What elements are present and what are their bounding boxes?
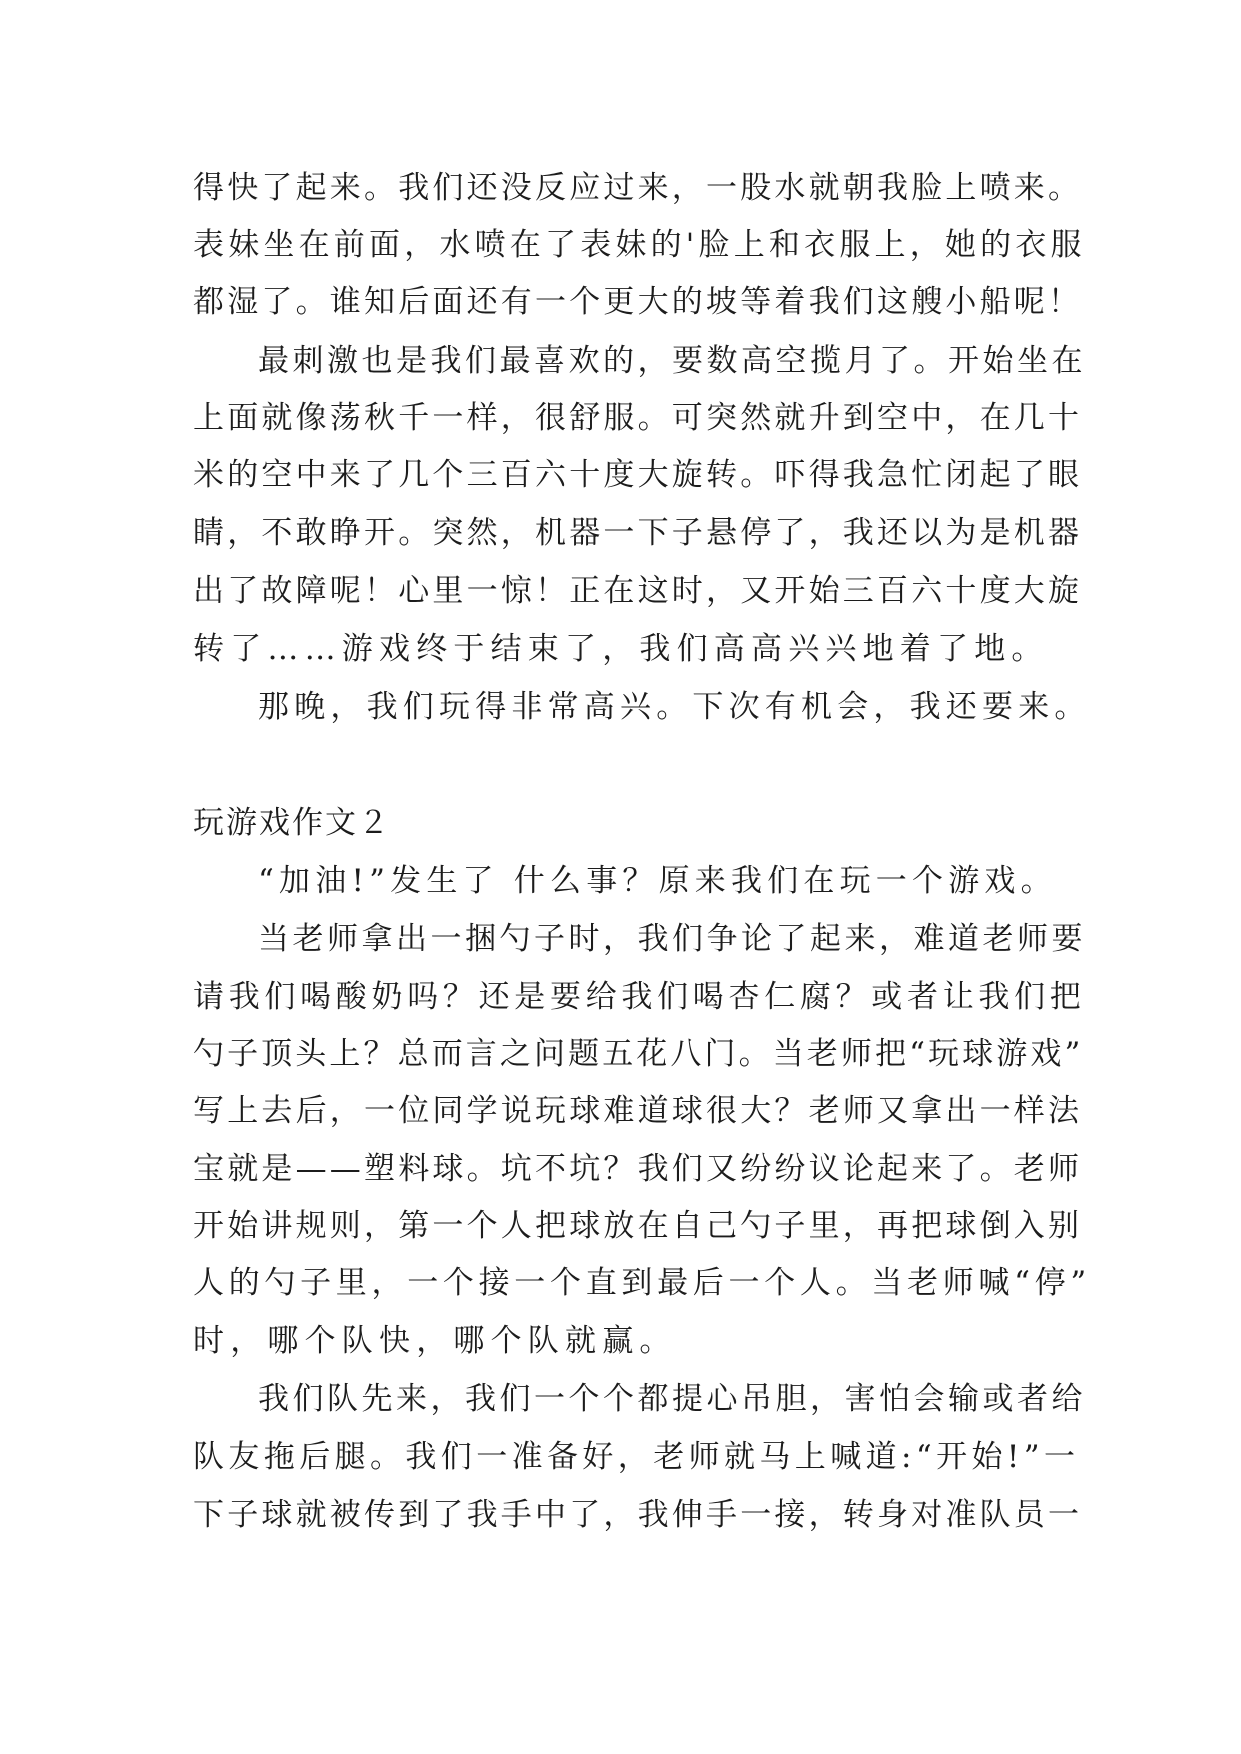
essay1-line: 上面就像荡秋千一样，很舒服。可突然就升到空中，在几十: [193, 400, 1083, 436]
essay2-line: 队友拖后腿。我们一准备好，老师就马上喊道:“开始!”一: [193, 1439, 1080, 1475]
essay1-line: 睛，不敢睁开。突然，机器一下子悬停了，我还以为是机器: [193, 515, 1083, 551]
essay1-line: 米的空中来了几个三百六十度大旋转。吓得我急忙闭起了眼: [193, 457, 1083, 493]
essay1-line: 转了……游戏终于结束了，我们高高兴兴地着了地。: [193, 631, 1049, 667]
essay2-line: 请我们喝酸奶吗？还是要给我们喝杏仁腐？或者让我们把: [193, 979, 1086, 1015]
essay1-line: 出了故障呢！心里一惊！正在这时，又开始三百六十度大旋: [193, 573, 1083, 609]
essay2-line: 人的勺子里，一个接一个直到最后一个人。当老师喊“停”: [193, 1265, 1091, 1301]
essay2-line: “加油!”发生了 什么事？原来我们在玩一个游戏。: [258, 863, 1057, 899]
essay2-line: 我们队先来，我们一个个都提心吊胆，害怕会输或者给: [258, 1381, 1086, 1417]
essay1-line: 表妹坐在前面，水喷在了表妹的'脸上和衣服上，她的衣服: [193, 227, 1086, 263]
essay1-line: 最刺激也是我们最喜欢的，要数高空揽月了。开始坐在: [258, 343, 1086, 379]
essay1-line: 得快了起来。我们还没反应过来，一股水就朝我脸上喷来。: [193, 170, 1083, 206]
essay1-line: 都湿了。谁知后面还有一个更大的坡等着我们这艘小船呢！: [193, 284, 1083, 320]
essay2-line: 开始讲规则，第一个人把球放在自己勺子里，再把球倒入别: [193, 1208, 1083, 1244]
essay2-title: 玩游戏作文２: [193, 805, 391, 841]
essay2-line: 勺子顶头上？总而言之问题五花八门。当老师把“玩球游戏”: [193, 1036, 1084, 1072]
essay1-line: 那晚，我们玩得非常高兴。下次有机会，我还要来。: [258, 689, 1091, 725]
essay2-line: 写上去后，一位同学说玩球难道球很大？老师又拿出一样法: [193, 1093, 1083, 1129]
essay2-line: 时，哪个队快，哪个队就赢。: [193, 1323, 677, 1359]
essay2-line: 当老师拿出一捆勺子时，我们争论了起来，难道老师要: [258, 921, 1086, 957]
essay2-line: 下子球就被传到了我手中了，我伸手一接，转身对准队员一: [193, 1497, 1083, 1533]
essay2-line: 宝就是——塑料球。坑不坑？我们又纷纷议论起来了。老师: [193, 1151, 1083, 1187]
